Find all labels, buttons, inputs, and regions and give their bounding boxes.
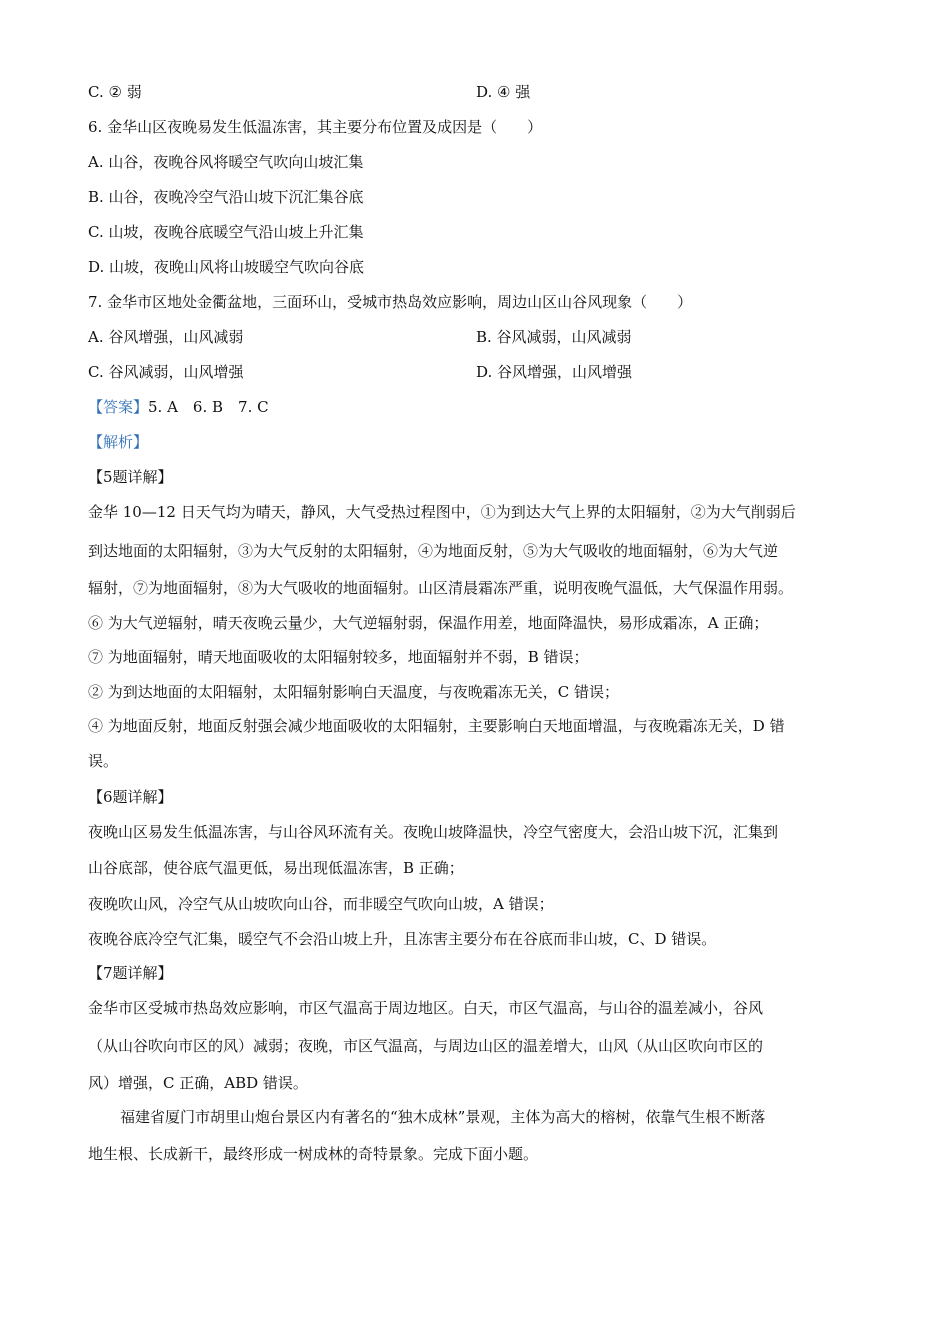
detail5-line: ② 为到达地面的太阳辐射，太阳辐射影响白天温度，与夜晚霜冻无关，C 错误； <box>88 683 620 701</box>
detail6-line: 山谷底部，使谷底气温更低，易出现低温冻害，B 正确； <box>88 859 464 877</box>
detail7-heading: 【7题详解】 <box>88 964 173 982</box>
q6-option-b: B. 山谷，夜晚冷空气沿山坡下沉汇集谷底 <box>88 188 364 206</box>
detail6-line: 夜晚吹山风，冷空气从山坡吹向山谷，而非暖空气吹向山坡，A 错误； <box>88 895 554 913</box>
q7-stem: 7. 金华市区地处金衢盆地，三面环山，受城市热岛效应影响，周边山区山谷风现象（ ） <box>88 293 693 311</box>
answer-tag: 【答案】 <box>88 398 149 416</box>
detail6-line: 夜晚谷底冷空气汇集，暖空气不会沿山坡上升，且冻害主要分布在谷底而非山坡，C、D 错误。 <box>88 930 717 948</box>
q7-option-b: B. 谷风减弱，山风减弱 <box>476 328 632 346</box>
q7-option-c: C. 谷风减弱，山风增强 <box>88 363 244 381</box>
answer-text: 5. A 6. B 7. C <box>148 398 269 416</box>
analysis-tag: 【解析】 <box>88 433 149 451</box>
q6-option-a: A. 山谷，夜晚谷风将暖空气吹向山坡汇集 <box>88 153 364 171</box>
q5-option-d: D. ④ 强 <box>476 83 531 101</box>
passage-line: 福建省厦门市胡里山炮台景区内有著名的“独木成林”景观，主体为高大的榕树，依靠气生根不断落 <box>120 1108 766 1126</box>
detail7-line: 金华市区受城市热岛效应影响，市区气温高于周边地区。白天，市区气温高，与山谷的温差减小，谷风 <box>88 999 764 1017</box>
detail5-line: ⑦ 为地面辐射，晴天地面吸收的太阳辐射较多，地面辐射并不弱，B 错误； <box>88 648 589 666</box>
detail5-line: ④ 为地面反射，地面反射强会减少地面吸收的太阳辐射，主要影响白天地面增温，与夜晚霜冻无关，D 错 <box>88 717 785 735</box>
detail5-line: 辐射，⑦为地面辐射，⑧为大气吸收的地面辐射。山区清晨霜冻严重，说明夜晚气温低，大气保温作用弱。 <box>88 579 794 597</box>
detail6-line: 夜晚山区易发生低温冻害，与山谷风环流有关。夜晚山坡降温快，冷空气密度大，会沿山坡下沉，汇集到 <box>88 823 779 841</box>
detail5-line: 误。 <box>88 752 119 770</box>
detail5-line: 金华 10—12 日天气均为晴天，静风，大气受热过程图中，①为到达大气上界的太阳辐射，②为大气削弱后 <box>88 503 796 521</box>
q6-option-c: C. 山坡，夜晚谷底暖空气沿山坡上升汇集 <box>88 223 364 241</box>
detail5-heading: 【5题详解】 <box>88 468 173 486</box>
detail7-line: 风）增强，C 正确，ABD 错误。 <box>88 1074 308 1092</box>
answer-line <box>88 397 269 417</box>
detail5-line: ⑥ 为大气逆辐射，晴天夜晚云量少，大气逆辐射弱，保温作用差，地面降温快，易形成霜冻，A 正确； <box>88 614 769 632</box>
q6-option-d: D. 山坡，夜晚山风将山坡暖空气吹向谷底 <box>88 258 365 276</box>
q7-option-a: A. 谷风增强，山风减弱 <box>88 328 244 346</box>
passage-line: 地生根、长成新干，最终形成一树成林的奇特景象。完成下面小题。 <box>88 1145 539 1163</box>
detail5-line: 到达地面的太阳辐射，③为大气反射的太阳辐射，④为地面反射，⑤为大气吸收的地面辐射，⑥为大气逆 <box>88 542 779 560</box>
q5-option-c: C. ② 弱 <box>88 83 142 101</box>
q6-stem: 6. 金华山区夜晚易发生低温冻害，其主要分布位置及成因是（ ） <box>88 118 543 136</box>
q7-option-d: D. 谷风增强，山风增强 <box>476 363 633 381</box>
detail7-line: （从山谷吹向市区的风）减弱；夜晚，市区气温高，与周边山区的温差增大，山风（从山区吹向市区的 <box>88 1037 764 1055</box>
detail6-heading: 【6题详解】 <box>88 788 173 806</box>
